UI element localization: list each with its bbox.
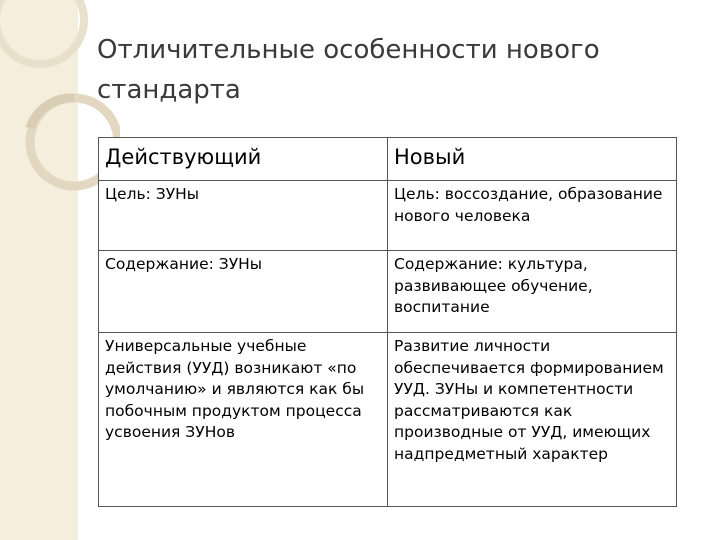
table-header-row [99, 138, 677, 181]
table-row [99, 333, 677, 507]
cell-new-content: Содержание: культура, развивающее обучение, воспитание [388, 251, 677, 333]
slide-title: Отличительные особенности нового стандарта [97, 35, 600, 105]
header-new: Новый [388, 138, 677, 181]
table-row [99, 251, 677, 333]
header-current: Действующий [99, 138, 388, 181]
cell-new-goal: Цель: воссоздание, образование нового человека [388, 181, 677, 251]
cell-current-uud: Универсальные учебные действия (УУД) возникают «по умолчанию» и являются как бы побочным продуктом процесса усвоения ЗУНов [99, 333, 388, 507]
cell-new-uud: Развитие личности обеспечивается формированием УУД. ЗУНы и компетентности рассматриваются как производные от УУД, имеющих надпредметный характер [388, 333, 677, 507]
table-row [99, 181, 677, 251]
cell-current-goal: Цель: ЗУНы [99, 181, 388, 251]
comparison-table [98, 137, 677, 507]
cell-current-content: Содержание: ЗУНы [99, 251, 388, 333]
